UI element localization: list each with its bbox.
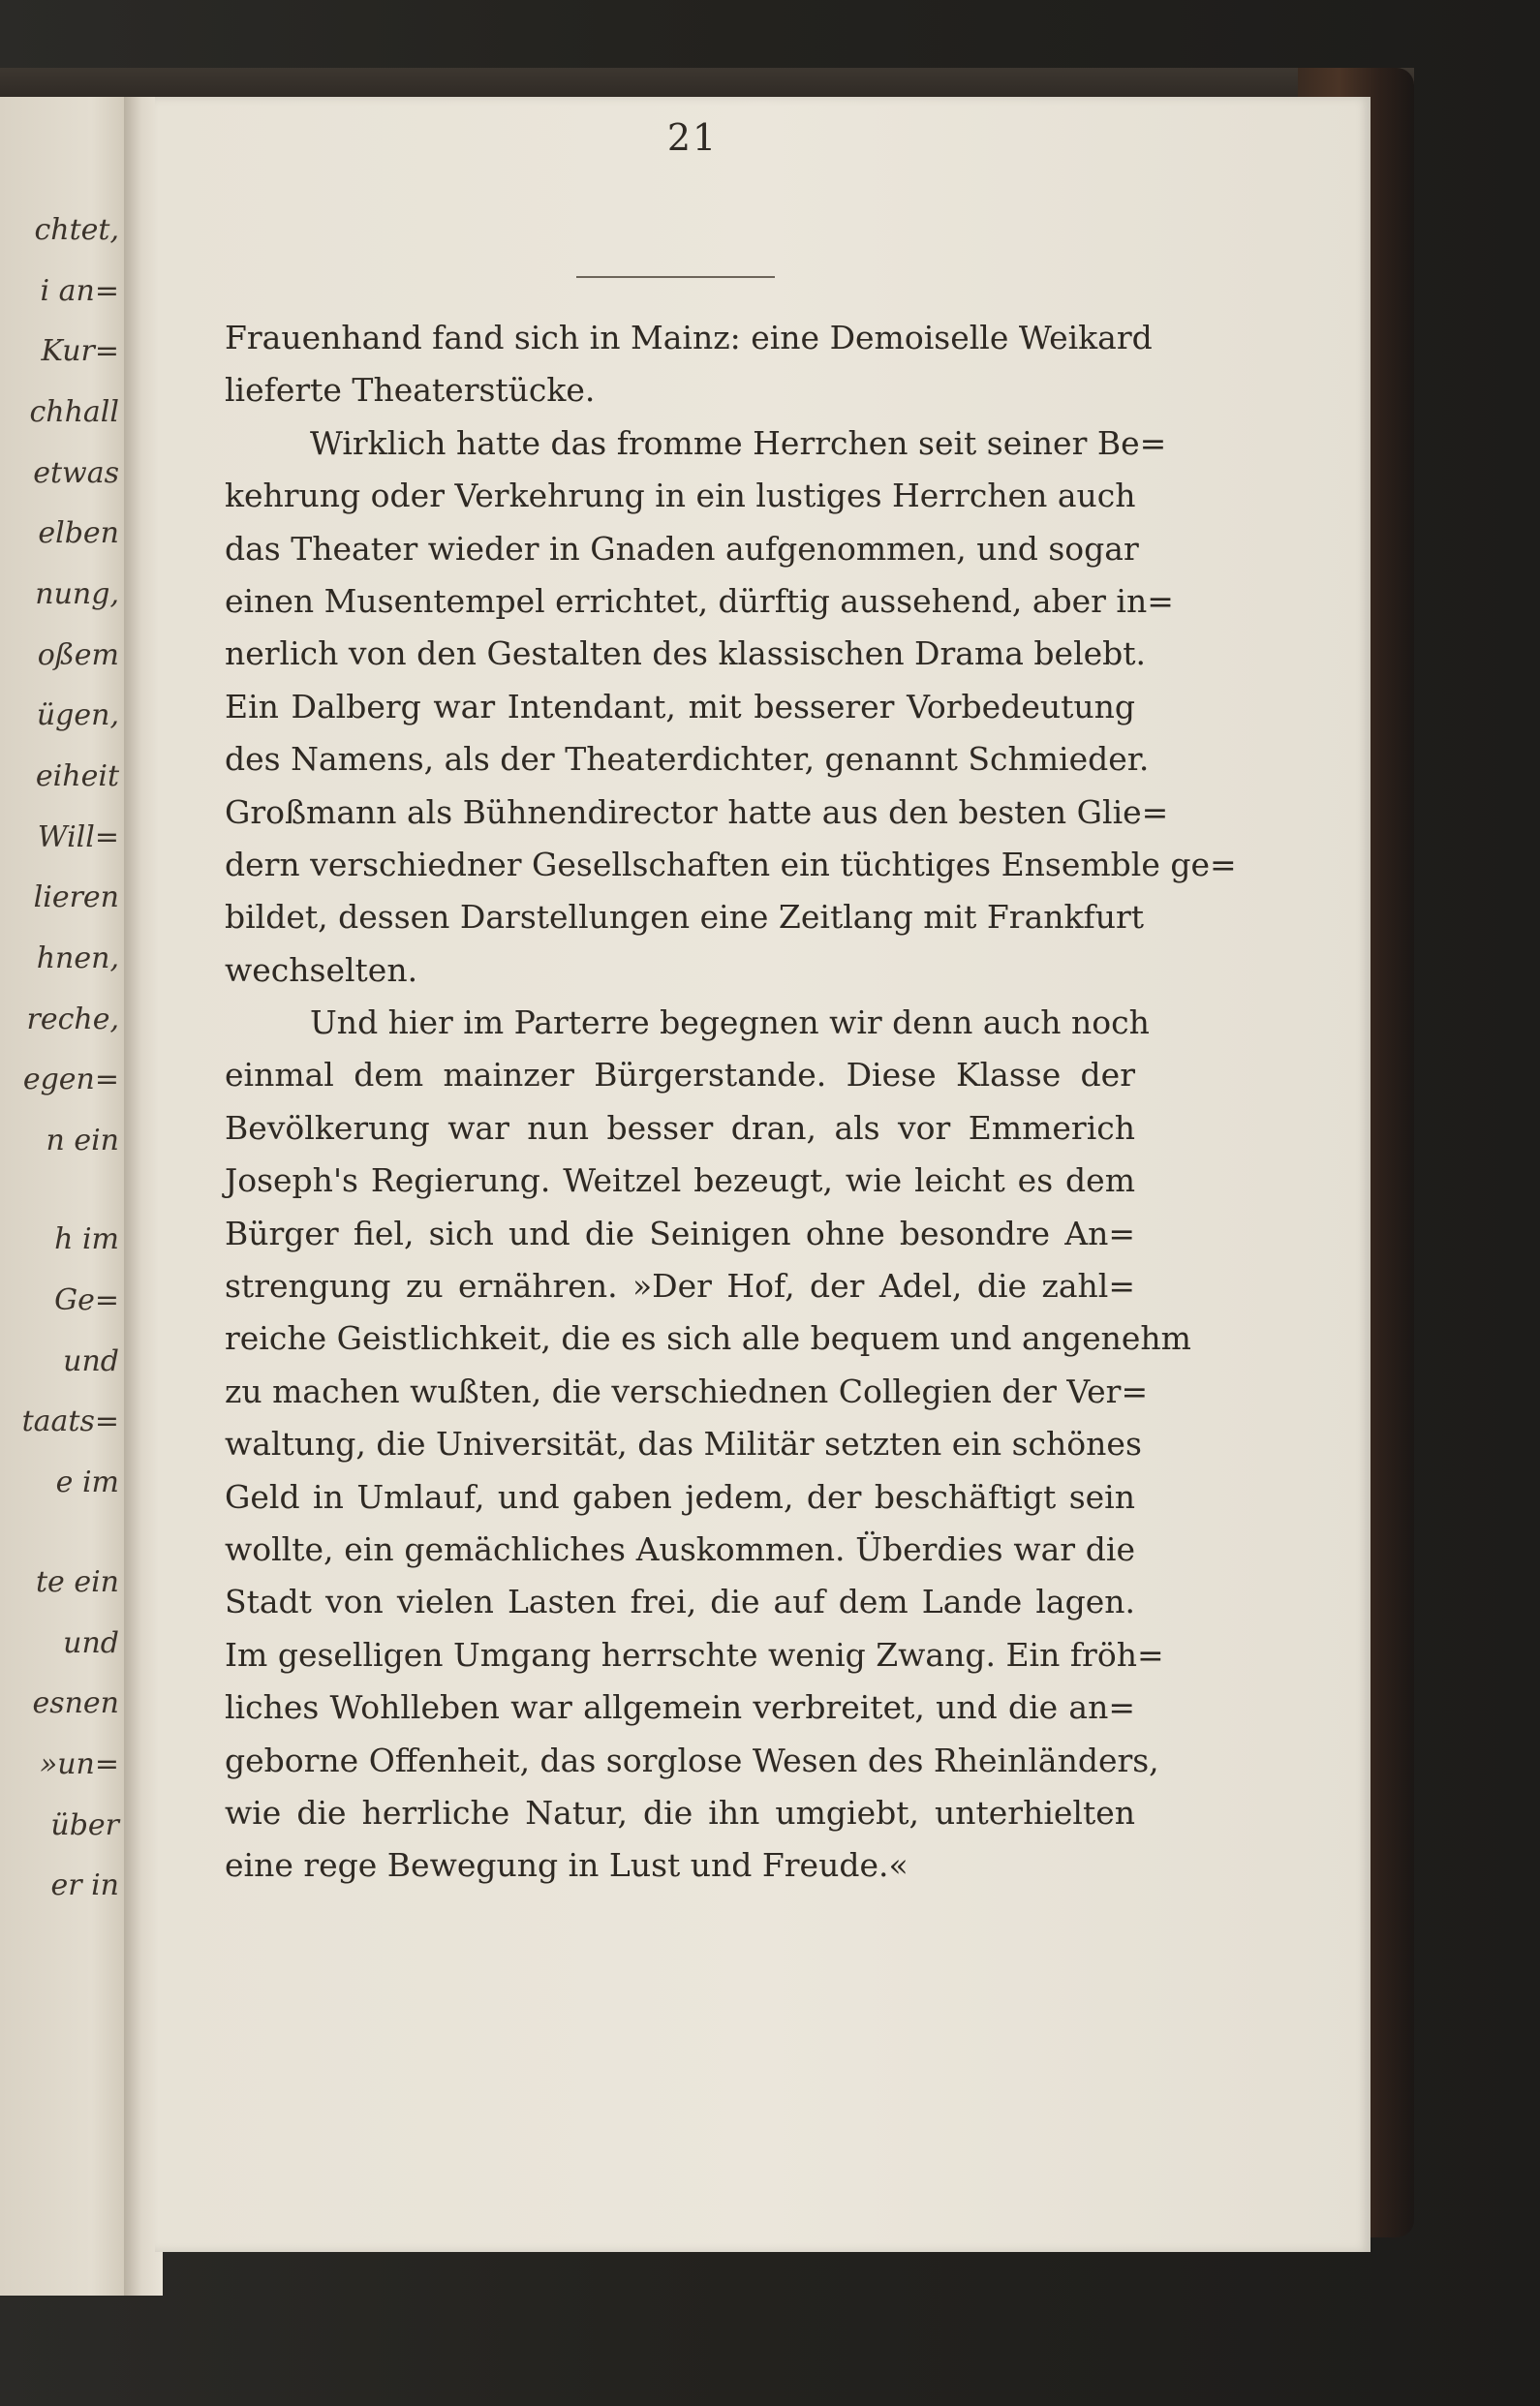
text-line: des Namens, als der Theaterdichter, genannt Schmieder. xyxy=(225,740,1150,779)
left-page-text-fragment: nung, xyxy=(35,577,119,611)
page-number: 21 xyxy=(666,116,719,159)
text-line: waltung, die Universität, das Militär setzten ein schönes xyxy=(225,1425,1142,1464)
text-line: einen Musentempel errichtet, dürftig aussehend, aber in= xyxy=(225,581,1174,620)
text-line: Im geselligen Umgang herrschte wenig Zwang. Ein fröh= xyxy=(225,1635,1164,1674)
left-page-text-fragment: chhall xyxy=(29,395,119,429)
left-page-text-fragment: esnen xyxy=(32,1686,119,1720)
text-line: bildet, dessen Darstellungen eine Zeitlang mit Frankfurt xyxy=(225,898,1144,937)
left-page-text-fragment: er in xyxy=(50,1868,119,1902)
left-page-text-fragment: elben xyxy=(38,516,119,550)
left-page-text-fragment: reche, xyxy=(26,1002,119,1036)
text-line: nerlich von den Gestalten des klassischen Drama belebt. xyxy=(225,634,1147,673)
left-page-text-fragment: Will= xyxy=(37,820,119,854)
text-line: kehrung oder Verkehrung in ein lustiges Herrchen auch xyxy=(225,477,1136,515)
text-line: Geld in Umlauf, und gaben jedem, der beschäftigt sein xyxy=(225,1477,1135,1516)
left-page-text-fragment: Ge= xyxy=(54,1283,119,1317)
text-line: Wirklich hatte das fromme Herrchen seit seiner Be= xyxy=(310,423,1167,462)
left-page-fragment xyxy=(0,97,131,2296)
left-page-text-fragment: »un= xyxy=(39,1747,119,1781)
left-page-text-fragment: e im xyxy=(55,1465,119,1499)
text-line: wollte, ein gemächliches Auskommen. Überdies war die xyxy=(225,1529,1135,1568)
text-line: Und hier im Parterre begegnen wir denn auch noch xyxy=(310,1003,1150,1042)
left-page-text-fragment: i an= xyxy=(40,274,119,308)
left-page-text-fragment: hnen, xyxy=(36,941,119,975)
left-page-text-fragment: ügen, xyxy=(36,698,119,732)
text-line: wie die herrliche Natur, die ihn umgiebt, unterhielten xyxy=(225,1793,1135,1832)
body-text xyxy=(225,312,1237,1893)
left-page-text-fragment: und xyxy=(63,1344,119,1378)
left-page-text-fragment: lieren xyxy=(33,880,119,914)
left-page-text-fragment: te ein xyxy=(35,1565,119,1599)
text-line: Großmann als Bühnendirector hatte aus den besten Glie= xyxy=(225,792,1169,831)
left-page-text-fragment: etwas xyxy=(33,456,119,490)
text-line: reiche Geistlichkeit, die es sich alle bequem und angenehm xyxy=(225,1319,1191,1358)
text-line: das Theater wieder in Gnaden aufgenommen, und sogar xyxy=(225,529,1139,568)
text-line: Ein Dalberg war Intendant, mit besserer Vorbedeutung xyxy=(225,687,1135,725)
text-line: zu machen wußten, die verschiednen Collegien der Ver= xyxy=(225,1372,1149,1410)
left-page-text-fragment: eiheit xyxy=(35,759,119,793)
left-page-text-fragment: chtet, xyxy=(34,213,119,247)
left-page-text-fragment: Kur= xyxy=(41,334,119,368)
text-line: Bevölkerung war nun besser dran, als vor Emmerich xyxy=(225,1108,1135,1147)
left-page-text-fragment: egen= xyxy=(22,1063,119,1096)
header-rule xyxy=(576,276,775,278)
left-page-text-fragment: n ein xyxy=(46,1124,119,1157)
left-page-text-fragment: taats= xyxy=(21,1404,119,1438)
text-line: lieferte Theaterstücke. xyxy=(225,371,596,410)
left-page-text-fragment: über xyxy=(50,1808,119,1842)
left-page-text-fragment: h im xyxy=(54,1222,119,1256)
left-page-text-fragment: oßem xyxy=(37,638,119,672)
text-line: liches Wohlleben war allgemein verbreitet, und die an= xyxy=(225,1688,1135,1727)
text-line: wechselten. xyxy=(225,950,418,989)
text-line: dern verschiedner Gesellschaften ein tüchtiges Ensemble ge= xyxy=(225,845,1237,883)
text-line: Bürger fiel, sich und die Seinigen ohne besondre An= xyxy=(225,1214,1135,1252)
text-line: Frauenhand fand sich in Mainz: eine Demoiselle Weikard xyxy=(225,319,1153,356)
text-line: eine rege Bewegung in Lust und Freude.« xyxy=(225,1846,909,1885)
text-line: einmal dem mainzer Bürgerstande. Diese Klasse der xyxy=(225,1056,1135,1095)
text-line: geborne Offenheit, das sorglose Wesen des Rheinländers, xyxy=(225,1741,1159,1779)
text-line: Stadt von vielen Lasten frei, die auf dem Lande lagen. xyxy=(225,1583,1135,1621)
text-line: strengung zu ernähren. »Der Hof, der Adel, die zahl= xyxy=(225,1267,1135,1306)
left-page-text-fragment: und xyxy=(63,1626,119,1660)
text-line: Joseph's Regierung. Weitzel bezeugt, wie leicht es dem xyxy=(225,1161,1135,1200)
